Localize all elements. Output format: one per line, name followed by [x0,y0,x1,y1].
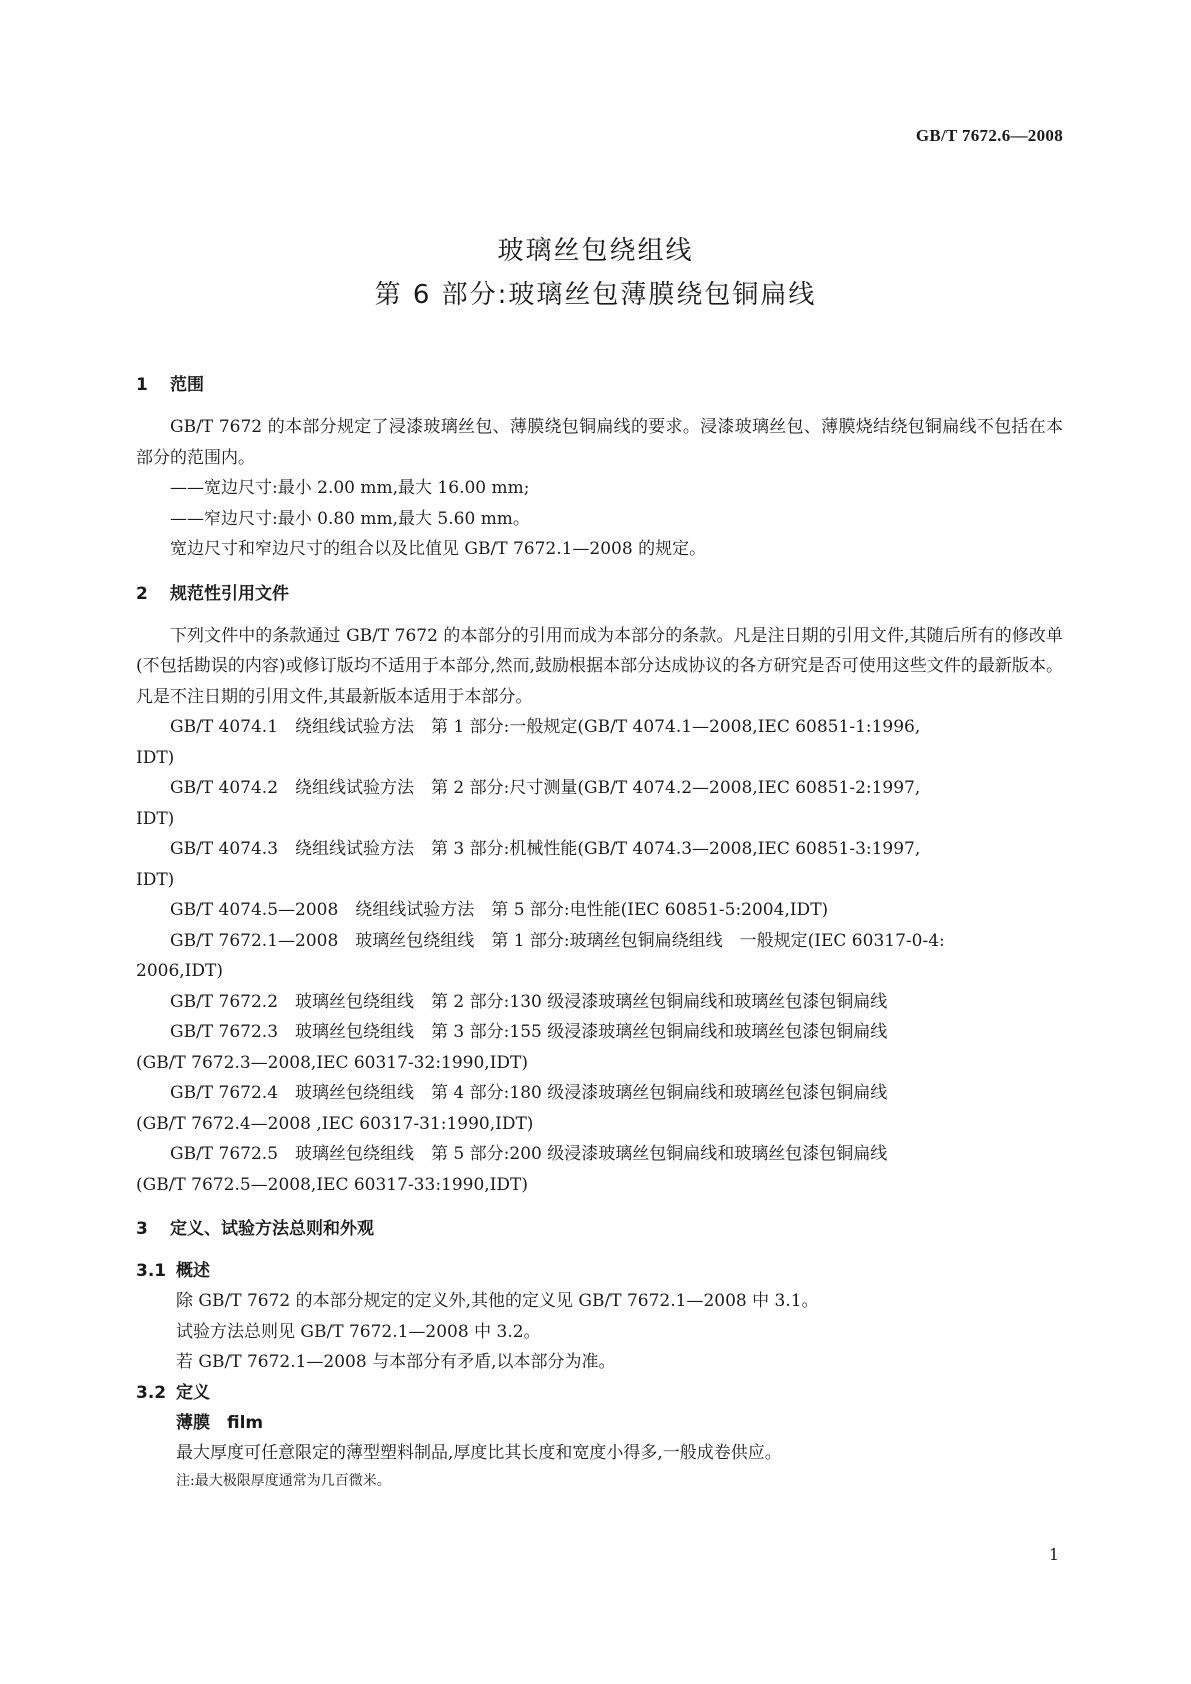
reference-item-continuation: (GB/T 7672.4—2008 ,IEC 60317-31:1990,IDT) [136,1113,534,1134]
reference-item-continuation: IDT) [136,808,175,829]
definition-note: 注:最大极限厚度通常为几百微米。 [176,1473,391,1489]
reference-item: GB/T 7672.1—2008 玻璃丝包绕组线 第 1 部分:玻璃丝包铜扁绕组线 一般规定(IEC 60317-0-4: [170,930,945,951]
scope-ratio-paragraph: 宽边尺寸和窄边尺寸的组合以及比值见 GB/T 7672.1—2008 的规定。 [170,539,707,559]
section-number: 1 [136,375,148,395]
scope-item-wide: ——宽边尺寸:最小 2.00 mm,最大 16.00 mm; [170,478,530,498]
section-number: 2 [136,583,148,604]
section-title: 定义、试验方法总则和外观 [170,1219,374,1239]
reference-item: GB/T 7672.5 玻璃丝包绕组线 第 5 部分:200 级浸漆玻璃丝包铜扁线和玻璃丝包漆包铜扁线 [170,1144,888,1164]
reference-item: GB/T 4074.1 绕组线试验方法 第 1 部分:一般规定(GB/T 4074.1—2008,IEC 60851-1:1996, [170,717,921,737]
term-film: 薄膜 film [176,1412,264,1433]
subsection-number: 3.2 [136,1382,167,1403]
title-line-2: 第 6 部分:玻璃丝包薄膜绕包铜扁线 [374,280,817,310]
section-1-heading [136,370,1063,400]
reference-item: GB/T 4074.5—2008 绕组线试验方法 第 5 部分:电性能(IEC 60851-5:2004,IDT) [170,900,829,920]
document-body [136,370,1063,1494]
title-line-1: 玻璃丝包绕组线 [497,236,694,266]
overview-line: 试验方法总则见 GB/T 7672.1—2008 中 3.2。 [176,1321,541,1342]
reference-item: GB/T 7672.3 玻璃丝包绕组线 第 3 部分:155 级浸漆玻璃丝包铜扁线和玻璃丝包漆包铜扁线 [170,1022,888,1042]
scope-paragraph: GB/T 7672 的本部分规定了浸漆玻璃丝包、薄膜绕包铜扁线的要求。浸漆玻璃丝包、薄膜烧结绕包铜扁线不包括在本部分的范围内。 [136,417,1063,468]
subsection-title: 概述 [176,1261,210,1281]
reference-item: GB/T 4074.2 绕组线试验方法 第 2 部分:尺寸测量(GB/T 4074.2—2008,IEC 60851-2:1997, [170,778,921,798]
overview-line: 若 GB/T 7672.1—2008 与本部分有矛盾,以本部分为准。 [176,1352,616,1372]
reference-item-continuation: (GB/T 7672.5—2008,IEC 60317-33:1990,IDT) [136,1174,529,1195]
reference-item-continuation: IDT) [136,747,175,768]
subsection-title: 定义 [176,1382,210,1403]
subsection-number: 3.1 [136,1261,167,1281]
scope-item-narrow: ——窄边尺寸:最小 0.80 mm,最大 5.60 mm。 [170,508,530,529]
reference-item: GB/T 7672.2 玻璃丝包绕组线 第 2 部分:130 级浸漆玻璃丝包铜扁线和玻璃丝包漆包铜扁线 [170,991,888,1012]
references-intro: 下列文件中的条款通过 GB/T 7672 的本部分的引用而成为本部分的条款。凡是注日期的引用文件,其随后所有的修改单(不包括勘误的内容)或修订版均不适用于本部分,然而,鼓励根据本部分达成协议的各方研究是否可使用这些文件的最新版本。凡是不注日期的引用文件,其最新版本适用于本部分。 [136,625,1063,707]
section-number: 3 [136,1219,148,1239]
overview-line: 除 GB/T 7672 的本部分规定的定义外,其他的定义见 GB/T 7672.1—2008 中 3.1。 [176,1291,819,1311]
reference-item-continuation: 2006,IDT) [136,961,223,981]
section-title: 规范性引用文件 [170,583,289,604]
reference-item: GB/T 7672.4 玻璃丝包绕组线 第 4 部分:180 级浸漆玻璃丝包铜扁线和玻璃丝包漆包铜扁线 [170,1083,888,1103]
section-2-heading [136,579,1063,609]
reference-item: GB/T 4074.3 绕组线试验方法 第 3 部分:机械性能(GB/T 4074.3—2008,IEC 60851-3:1997, [170,839,921,859]
page-number: 1 [1048,1545,1059,1564]
subsection-3-2-heading [136,1378,1063,1408]
reference-item-continuation: IDT) [136,869,175,890]
section-3-heading [136,1214,1063,1244]
term-definition: 最大厚度可任意限定的薄型塑料制品,厚度比其长度和宽度小得多,一般成卷供应。 [176,1442,782,1463]
subsection-3-1-heading [136,1256,1063,1286]
reference-item-continuation: (GB/T 7672.3—2008,IEC 60317-32:1990,IDT) [136,1052,529,1073]
section-title: 范围 [170,375,204,395]
standard-code: GB/T 7672.6—2008 [915,126,1063,145]
